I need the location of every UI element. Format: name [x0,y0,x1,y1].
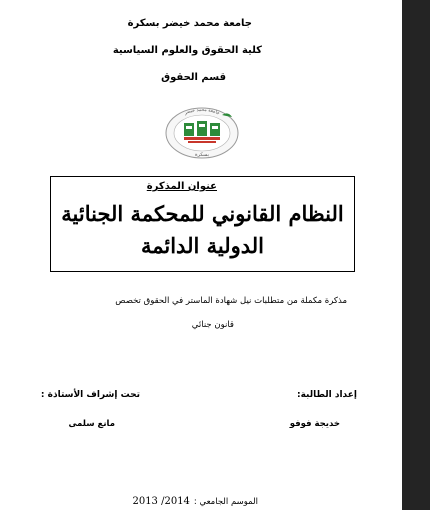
thesis-title-line-2: الدولية الدائمة [140,233,265,258]
university-name: جامعة محمد خيضر بسكرة [127,18,252,29]
student-label: إعداد الطالبة: [297,390,357,400]
viewer-side-panel [402,0,430,510]
logo-ring-text: جامعة محمد خيضر [183,107,221,117]
thesis-title-line-1: النظام القانوني للمحكمة الجنائية [61,201,344,226]
student-name: خديجة فوفو [289,419,340,429]
thesis-purpose-line-2: قانون جنائي [191,320,234,330]
supervisor-name: مانع سلمى [68,419,115,429]
academic-year [132,496,258,507]
department-name: قسم الحقوق [161,72,226,83]
thesis-title-label: عنوان المذكرة [146,181,217,192]
faculty-name: كلية الحقوق والعلوم السياسية [112,45,262,56]
academic-year-label: الموسم الجامعي : [193,497,258,507]
logo-city-text: بسكرة [195,152,209,158]
academic-year-value: 2013 /2014 [132,496,190,507]
thesis-purpose-line-1: مذكرة مكملة من متطلبات نيل شهادة الماستر في الحقوق تخصص [115,296,347,306]
supervisor-label: تحت إشراف الأستاذة : [40,390,140,400]
thesis-title-box [50,176,355,272]
university-logo [162,103,242,161]
